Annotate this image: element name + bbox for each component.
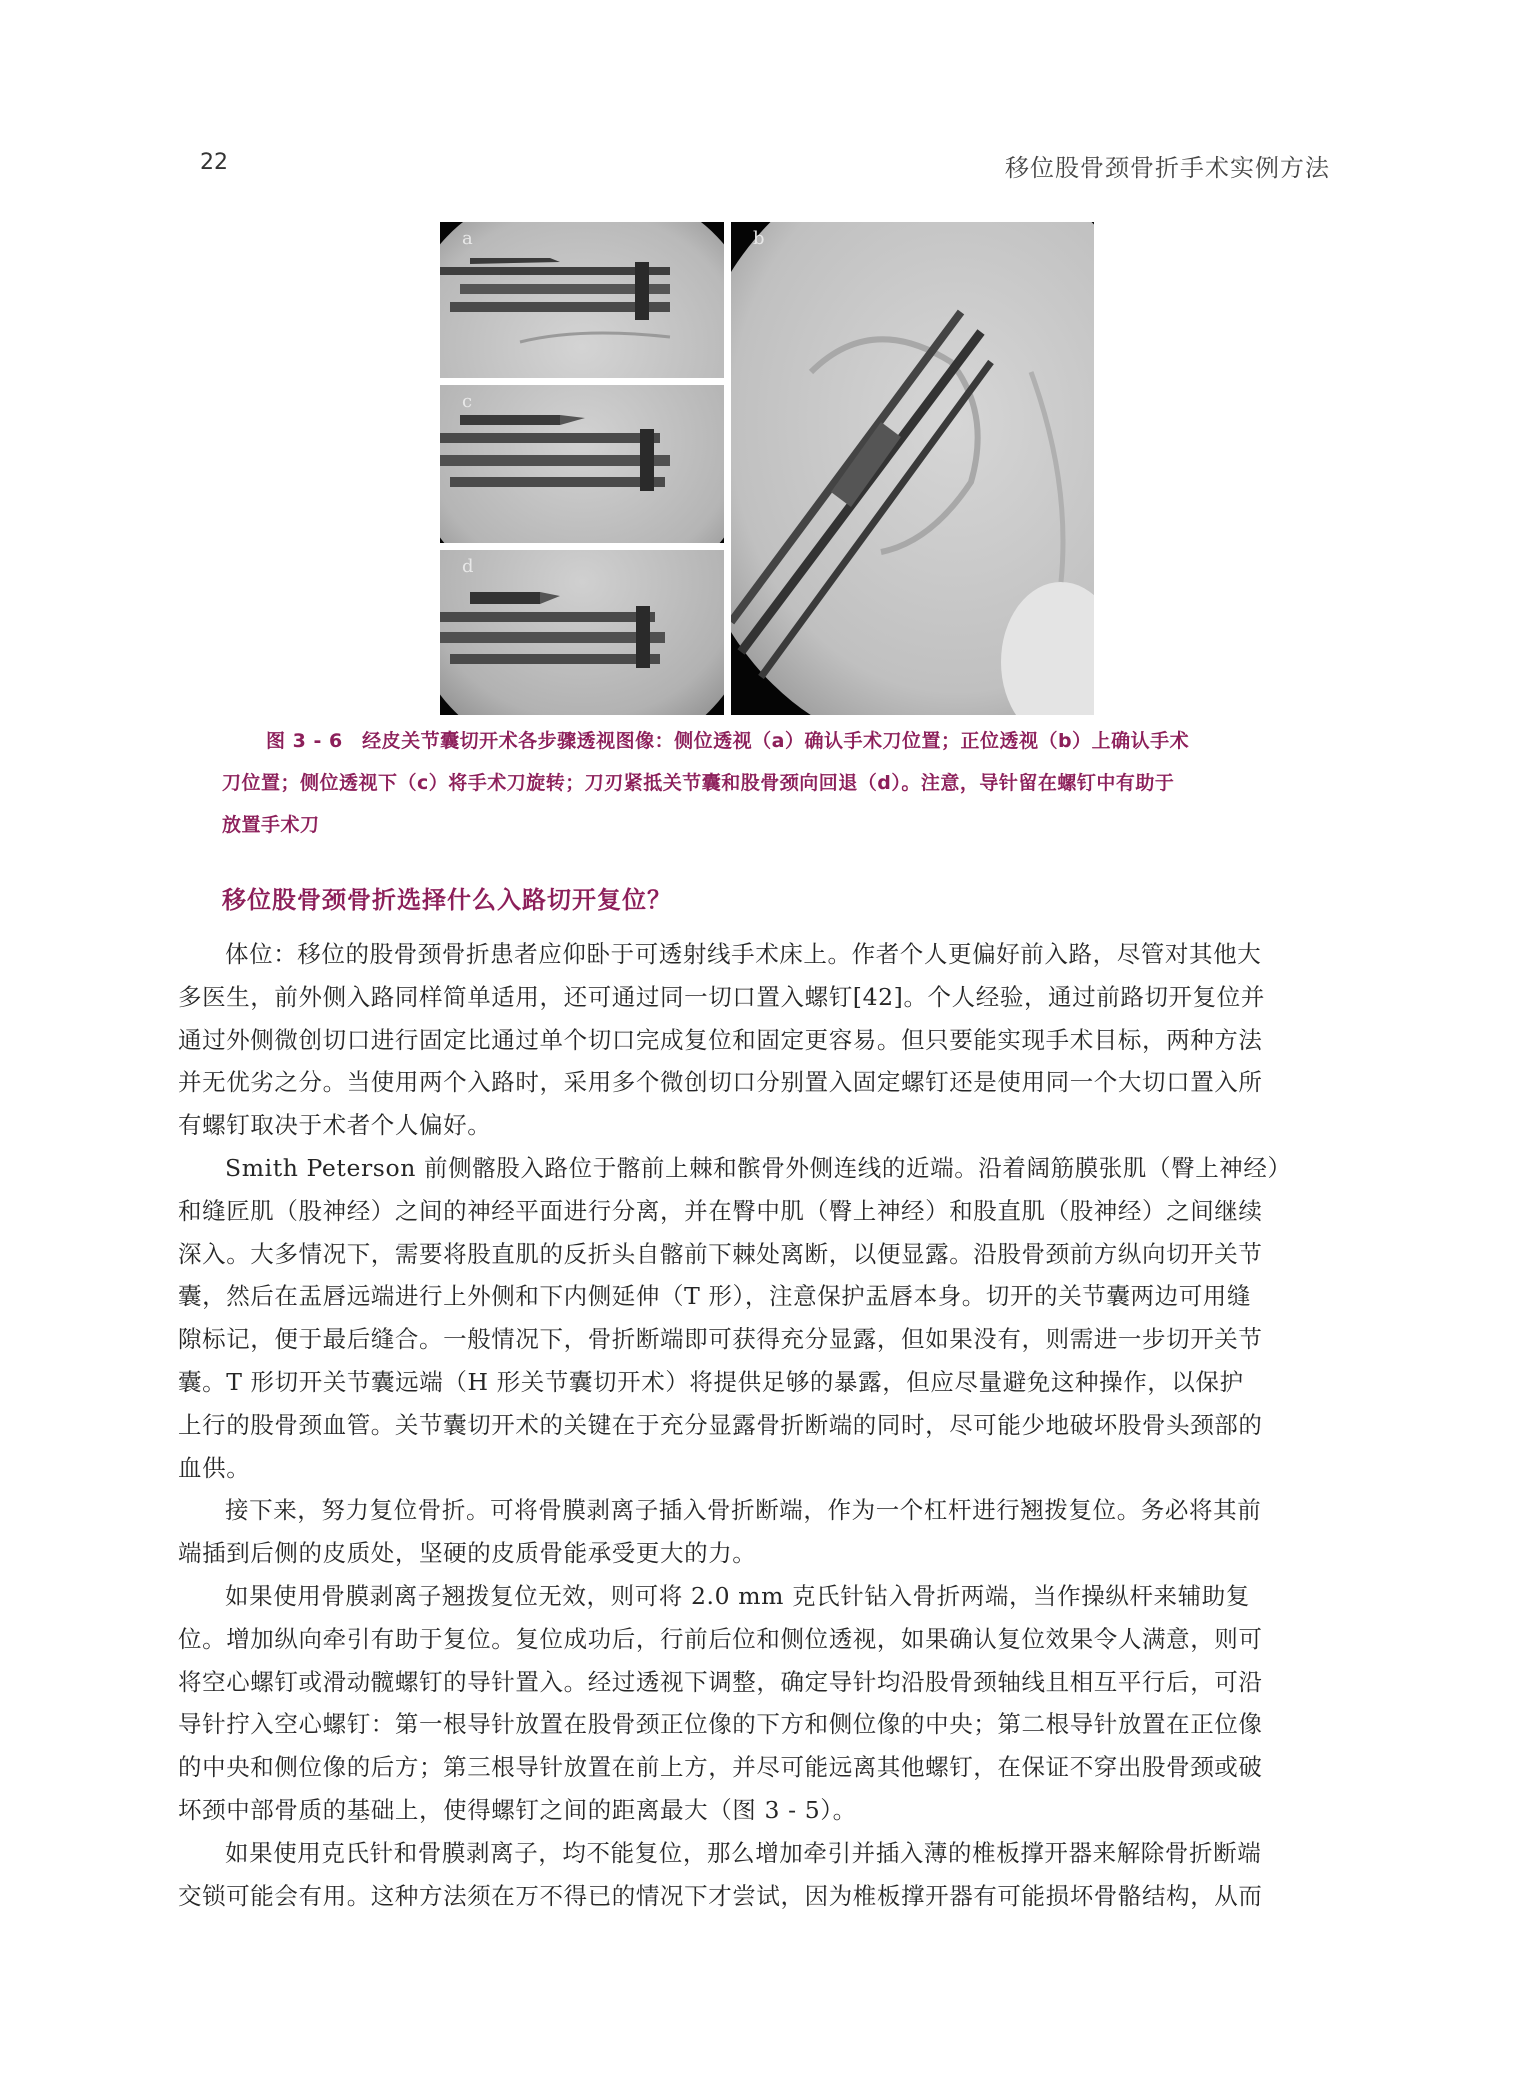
section-heading: 移位股骨颈骨折选择什么入路切开复位？ xyxy=(222,886,672,914)
panel-label-c: c xyxy=(462,391,473,412)
running-title: 移位股骨颈骨折手术实例方法 xyxy=(1005,154,1330,182)
text-line: 并无优劣之分。当使用两个入路时，采用多个微创切口分别置入固定螺钉还是使用同一个大切口置入所 xyxy=(178,1068,1263,1097)
text-line: 深入。大多情况下，需要将股直肌的反折头自髂前下棘处离断，以便显露。沿股骨颈前方纵向切开关节 xyxy=(178,1239,1263,1268)
caption-line: 图 3 - 6 经皮关节囊切开术各步骤透视图像：侧位透视（a）确认手术刀位置；正位透视（b）上确认手术 xyxy=(266,730,1190,752)
figure-caption xyxy=(222,720,1312,846)
text-line: 如果使用骨膜剥离子翘拨复位无效，则可将 2.0 mm 克氏针钻入骨折两端，当作操纵杆来辅助复 xyxy=(225,1581,1250,1610)
figure-fluoroscopy xyxy=(440,222,1094,715)
panel-label-d: d xyxy=(462,556,474,577)
text-line: 和缝匠肌（股神经）之间的神经平面进行分离，并在臀中肌（臀上神经）和股直肌（股神经）之间继续 xyxy=(178,1196,1263,1225)
text-line: 交锁可能会有用。这种方法须在万不得已的情况下才尝试，因为椎板撑开器有可能损坏骨骼结构，从而 xyxy=(178,1881,1263,1910)
paragraph xyxy=(178,933,1358,1147)
text-line: 位。增加纵向牵引有助于复位。复位成功后，行前后位和侧位透视，如果确认复位效果令人满意，则可 xyxy=(178,1624,1263,1653)
xray-image-c xyxy=(440,385,724,543)
xray-image-b xyxy=(731,222,1094,715)
paragraph xyxy=(178,1147,1358,1489)
page-number: 22 xyxy=(200,150,228,175)
text-line: Smith Peterson 前侧髂股入路位于髂前上棘和髌骨外侧连线的近端。沿着阔筋膜张肌（臀上神经） xyxy=(225,1153,1292,1182)
paragraph xyxy=(178,1575,1358,1832)
text-line: 多医生，前外侧入路同样简单适用，还可通过同一切口置入螺钉[42]。个人经验，通过前路切开复位并 xyxy=(178,982,1265,1011)
text-line: 有螺钉取决于术者个人偏好。 xyxy=(178,1111,492,1140)
text-line: 隙标记，便于最后缝合。一般情况下，骨折断端即可获得充分显露，但如果没有，则需进一步切开关节 xyxy=(178,1325,1263,1354)
panel-label-b: b xyxy=(753,228,765,249)
text-line: 将空心螺钉或滑动髋螺钉的导针置入。经过透视下调整，确定导针均沿股骨颈轴线且相互平行后，可沿 xyxy=(178,1667,1263,1696)
text-line: 如果使用克氏针和骨膜剥离子，均不能复位，那么增加牵引并插入薄的椎板撑开器来解除骨折断端 xyxy=(225,1838,1262,1867)
text-line: 体位：移位的股骨颈骨折患者应仰卧于可透射线手术床上。作者个人更偏好前入路，尽管对其他大 xyxy=(225,940,1262,968)
text-line: 坏颈中部骨质的基础上，使得螺钉之间的距离最大（图 3 - 5）。 xyxy=(178,1795,857,1824)
text-line: 端插到后侧的皮质处，坚硬的皮质骨能承受更大的力。 xyxy=(178,1539,757,1568)
text-line: 囊。T 形切开关节囊远端（H 形关节囊切开术）将提供足够的暴露，但应尽量避免这种操作，以保护 xyxy=(178,1367,1244,1396)
text-line: 接下来，努力复位骨折。可将骨膜剥离子插入骨折断端，作为一个杠杆进行翘拨复位。务必将其前 xyxy=(225,1496,1262,1525)
fluoroscopy-panel-c xyxy=(440,385,724,543)
body-text xyxy=(178,933,1358,1917)
paragraph xyxy=(178,1489,1358,1575)
fluoroscopy-panel-d xyxy=(440,550,724,715)
text-line: 导针拧入空心螺钉：第一根导针放置在股骨颈正位像的下方和侧位像的中央；第二根导针放置在正位像 xyxy=(178,1710,1263,1739)
text-line: 的中央和侧位像的后方；第三根导针放置在前上方，并尽可能远离其他螺钉，在保证不穿出股骨颈或破 xyxy=(178,1753,1263,1782)
text-line: 囊，然后在盂唇远端进行上外侧和下内侧延伸（T 形），注意保护盂唇本身。切开的关节囊两边可用缝 xyxy=(178,1282,1251,1311)
paragraph xyxy=(178,1832,1358,1918)
page-header xyxy=(200,150,1330,190)
caption-line: 刀位置；侧位透视下（c）将手术刀旋转；刀刃紧抵关节囊和股骨颈向回退（d）。注意，导针留在螺钉中有助于 xyxy=(222,772,1175,794)
fluoroscopy-panel-b xyxy=(731,222,1094,715)
text-line: 血供。 xyxy=(178,1453,251,1482)
panel-label-a: a xyxy=(462,228,473,249)
fluoroscopy-panel-a xyxy=(440,222,724,378)
xray-image-d xyxy=(440,550,724,715)
caption-line: 放置手术刀 xyxy=(222,814,320,836)
text-line: 通过外侧微创切口进行固定比通过单个切口完成复位和固定更容易。但只要能实现手术目标，两种方法 xyxy=(178,1025,1263,1054)
xray-image-a xyxy=(440,222,724,378)
text-line: 上行的股骨颈血管。关节囊切开术的关键在于充分显露骨折断端的同时，尽可能少地破坏股骨头颈部的 xyxy=(178,1410,1263,1439)
